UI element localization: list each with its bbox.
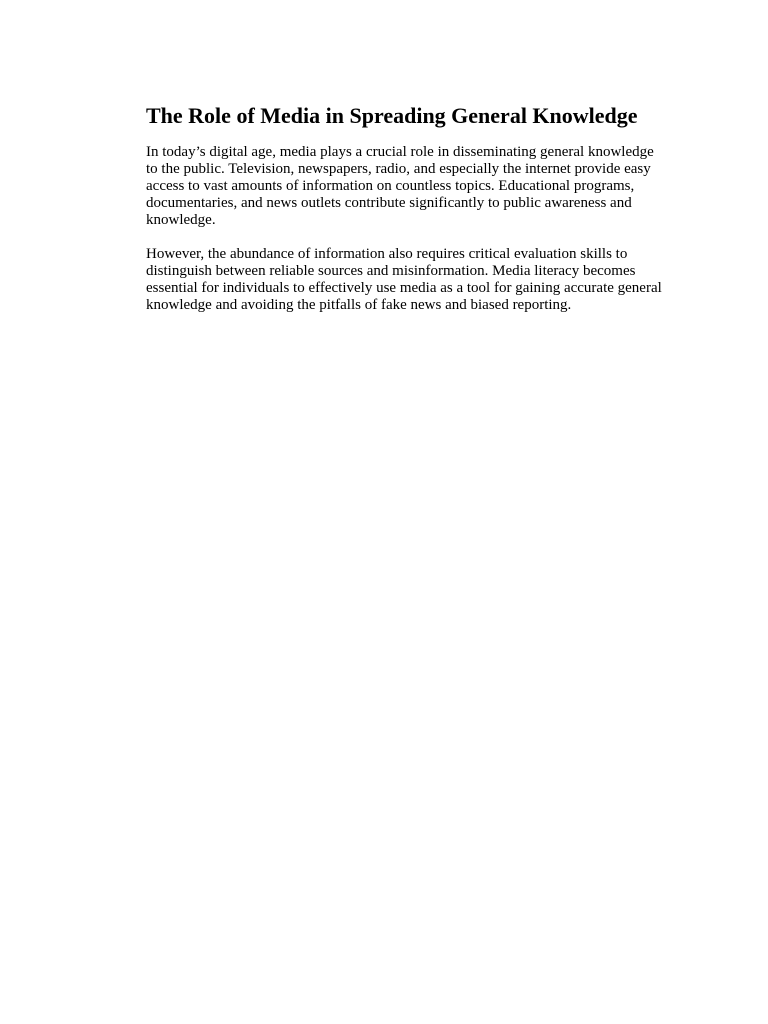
document-title: The Role of Media in Spreading General Knowledge bbox=[146, 103, 638, 128]
paragraph-media-literacy: However, the abundance of information also requires critical evaluation skills to distinguish between reliable sources and misinformation. Media literacy becomes essential for individuals to effectively use media as a tool for gaining accurate general knowledge and avoiding the pitfalls of fake news and biased reporting. bbox=[146, 246, 662, 313]
paragraph-intro: In today’s digital age, media plays a crucial role in disseminating general knowledge to the public. Television, newspapers, radio, and especially the internet provide easy access to vast amounts of information on countless topics. Educational programs, documentaries, and news outlets contribute significantly to public awareness and knowledge. bbox=[146, 144, 654, 228]
document-page bbox=[146, 103, 666, 331]
